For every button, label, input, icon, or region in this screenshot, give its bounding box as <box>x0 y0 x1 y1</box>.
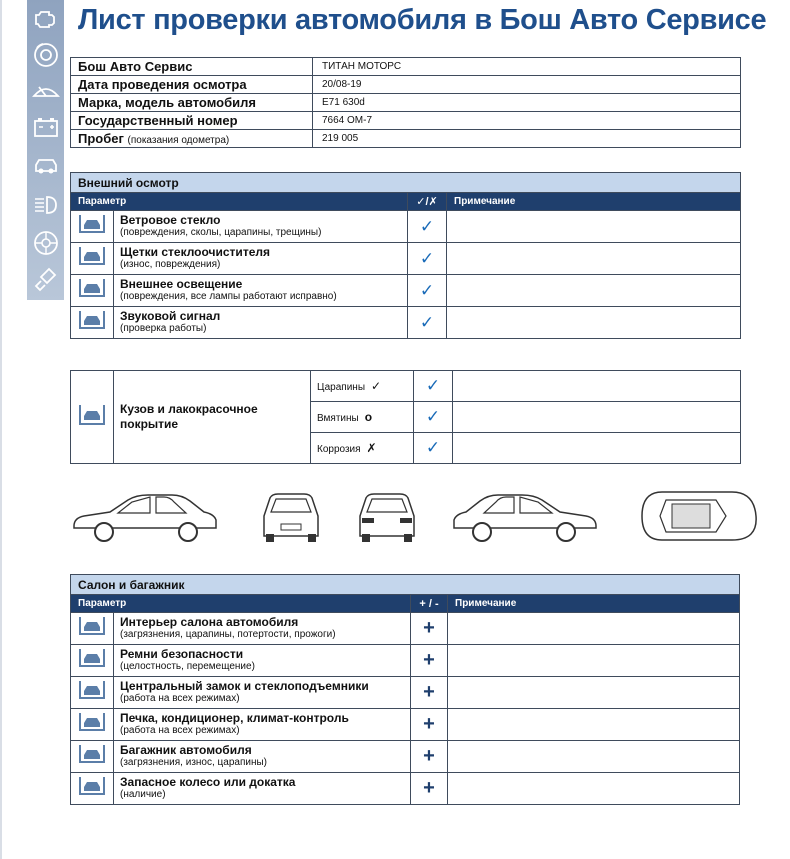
section-title-row <box>71 575 740 595</box>
check-mark: ✓ <box>419 312 435 332</box>
note-cell[interactable] <box>447 275 741 307</box>
param-cell <box>114 211 408 243</box>
param-sub: (загрязнения, износ, царапины) <box>120 757 268 768</box>
info-value: 219 005 <box>313 130 741 148</box>
param-sub: (повреждения, все лампы работают исправно) <box>120 291 337 302</box>
car-lift-icon <box>71 709 114 741</box>
plus-mark: + <box>423 745 435 767</box>
car-diagrams <box>66 486 760 546</box>
option-cell <box>311 402 414 433</box>
note-cell[interactable] <box>448 645 740 677</box>
info-label: Дата проведения осмотра <box>71 76 313 94</box>
info-value: 7664 ОМ-7 <box>313 112 741 130</box>
section-title: Салон и багажник <box>71 575 740 595</box>
mark-cell[interactable] <box>414 402 453 433</box>
table-row <box>71 741 740 773</box>
body-paint-table <box>70 370 741 464</box>
car-lift-icon <box>71 613 114 645</box>
table-row <box>71 243 741 275</box>
check-mark: ✓ <box>425 407 441 426</box>
table-row <box>71 307 741 339</box>
note-cell[interactable] <box>448 773 740 805</box>
mark-cell[interactable] <box>408 307 447 339</box>
mileage-note: (показания одометра) <box>127 135 230 146</box>
note-cell[interactable] <box>447 243 741 275</box>
headlight-icon <box>31 190 61 220</box>
note-cell[interactable] <box>448 741 740 773</box>
check-mark: ✓ <box>425 376 441 395</box>
car-side-left-view[interactable] <box>70 486 220 546</box>
param-name: Ветровое стекло <box>120 213 221 227</box>
note-cell[interactable] <box>453 371 741 402</box>
param-cell <box>114 773 411 805</box>
car-side-right-view[interactable] <box>450 486 600 546</box>
param-cell <box>114 677 411 709</box>
check-mark: ✓ <box>419 280 435 300</box>
info-row <box>71 76 741 94</box>
external-inspection-table <box>70 172 741 339</box>
mark-cell[interactable] <box>411 773 448 805</box>
table-row <box>71 211 741 243</box>
info-label: Марка, модель автомобиля <box>71 94 313 112</box>
option-cell <box>311 371 414 402</box>
check-mark: ✓ <box>419 248 435 268</box>
car-lift-icon <box>71 275 114 307</box>
mark-cell[interactable] <box>411 677 448 709</box>
plus-mark: + <box>423 681 435 703</box>
plus-mark: + <box>423 777 435 799</box>
mark-cell[interactable] <box>411 741 448 773</box>
page-title: Лист проверки автомобиля в Бош Авто Сервисе <box>78 4 767 36</box>
header-note: Примечание <box>448 595 740 613</box>
mark-cell[interactable] <box>408 275 447 307</box>
plus-mark: + <box>423 617 435 639</box>
note-cell[interactable] <box>453 402 741 433</box>
param-name: Запасное колесо или докатка <box>120 775 296 789</box>
mileage-label: Пробег <box>78 131 124 146</box>
spark-plug-icon <box>31 265 61 295</box>
param-sub: (целостность, перемещение) <box>120 661 255 672</box>
header-note: Примечание <box>447 193 741 211</box>
car-lift-icon <box>71 371 114 464</box>
info-value: 20/08-19 <box>313 76 741 94</box>
param-name: Интерьер салона автомобиля <box>120 615 299 629</box>
mark-cell[interactable] <box>408 211 447 243</box>
table-row <box>71 371 741 402</box>
section-title-row <box>71 173 741 193</box>
param-name: Печка, кондиционер, климат-контроль <box>120 711 349 725</box>
category-sidebar <box>27 0 64 300</box>
car-lift-icon <box>71 645 114 677</box>
car-rear-view[interactable] <box>352 486 422 546</box>
car-lift-icon <box>31 151 61 181</box>
option-symbol: ✓ <box>371 379 382 393</box>
engine-icon <box>31 3 61 33</box>
car-lift-icon <box>71 773 114 805</box>
car-front-view[interactable] <box>256 486 326 546</box>
note-cell[interactable] <box>447 307 741 339</box>
param-cell <box>114 243 408 275</box>
param-sub: (износ, повреждения) <box>120 259 221 270</box>
car-lift-icon <box>71 211 114 243</box>
info-label: Бош Авто Сервис <box>71 58 313 76</box>
mark-cell[interactable] <box>414 371 453 402</box>
wiper-icon <box>31 76 61 106</box>
info-label-mileage <box>71 130 313 148</box>
table-row <box>71 645 740 677</box>
param-sub: (загрязнения, царапины, потертости, прожоги) <box>120 629 336 640</box>
param-name: Щетки стеклоочистителя <box>120 245 270 259</box>
param-name: Центральный замок и стеклоподъемники <box>120 679 369 693</box>
note-cell[interactable] <box>448 613 740 645</box>
table-row <box>71 709 740 741</box>
header-mark: + / - <box>411 595 448 613</box>
body-paint-name: Кузов и лакокрасочное покрытие <box>114 371 311 464</box>
option-label: Царапины <box>317 382 366 393</box>
car-lift-icon <box>71 243 114 275</box>
mark-cell[interactable] <box>411 645 448 677</box>
param-cell <box>114 709 411 741</box>
mark-cell[interactable] <box>408 243 447 275</box>
check-mark: ✓ <box>425 438 441 457</box>
info-value: E71 630d <box>313 94 741 112</box>
header-mark: ✓/✗ <box>408 193 447 211</box>
check-mark: ✓ <box>419 216 435 236</box>
table-row <box>71 275 741 307</box>
wheel-icon <box>31 228 61 258</box>
option-cell <box>311 433 414 464</box>
car-lift-icon <box>71 741 114 773</box>
info-value: ТИТАН МОТОРС <box>313 58 741 76</box>
param-sub: (работа на всех режимах) <box>120 693 240 704</box>
option-label: Коррозия <box>317 444 361 455</box>
info-row <box>71 112 741 130</box>
option-symbol: ✗ <box>366 441 377 455</box>
info-row <box>71 58 741 76</box>
car-top-view[interactable] <box>636 486 760 546</box>
param-cell <box>114 275 408 307</box>
param-cell <box>114 613 411 645</box>
note-cell[interactable] <box>448 677 740 709</box>
note-cell[interactable] <box>447 211 741 243</box>
table-row <box>71 613 740 645</box>
battery-icon <box>31 112 61 142</box>
table-row <box>71 677 740 709</box>
mark-cell[interactable] <box>411 709 448 741</box>
param-name: Звуковой сигнал <box>120 309 221 323</box>
salon-trunk-table <box>70 574 740 805</box>
header-param: Параметр <box>71 595 411 613</box>
mark-cell[interactable] <box>414 433 453 464</box>
car-lift-icon <box>71 307 114 339</box>
param-name: Внешнее освещение <box>120 277 243 291</box>
plus-mark: + <box>423 649 435 671</box>
mark-cell[interactable] <box>411 613 448 645</box>
info-row <box>71 130 741 148</box>
brake-disc-icon <box>31 40 61 70</box>
param-cell <box>114 307 408 339</box>
option-label: Вмятины <box>317 413 359 424</box>
option-symbol: o <box>364 410 373 424</box>
info-row <box>71 94 741 112</box>
vehicle-info-table <box>70 57 741 148</box>
note-cell[interactable] <box>453 433 741 464</box>
plus-mark: + <box>423 713 435 735</box>
param-name: Багажник автомобиля <box>120 743 252 757</box>
page-left-rule <box>0 0 2 859</box>
section-title: Внешний осмотр <box>71 173 741 193</box>
param-sub: (проверка работы) <box>120 323 207 334</box>
param-sub: (наличие) <box>120 789 166 800</box>
param-cell <box>114 741 411 773</box>
param-sub: (работа на всех режимах) <box>120 725 240 736</box>
section-header-row <box>71 595 740 613</box>
header-param: Параметр <box>71 193 408 211</box>
param-sub: (повреждения, сколы, царапины, трещины) <box>120 227 322 238</box>
note-cell[interactable] <box>448 709 740 741</box>
param-name: Ремни безопасности <box>120 647 244 661</box>
info-label: Государственный номер <box>71 112 313 130</box>
table-row <box>71 773 740 805</box>
car-lift-icon <box>71 677 114 709</box>
param-cell <box>114 645 411 677</box>
section-header-row <box>71 193 741 211</box>
